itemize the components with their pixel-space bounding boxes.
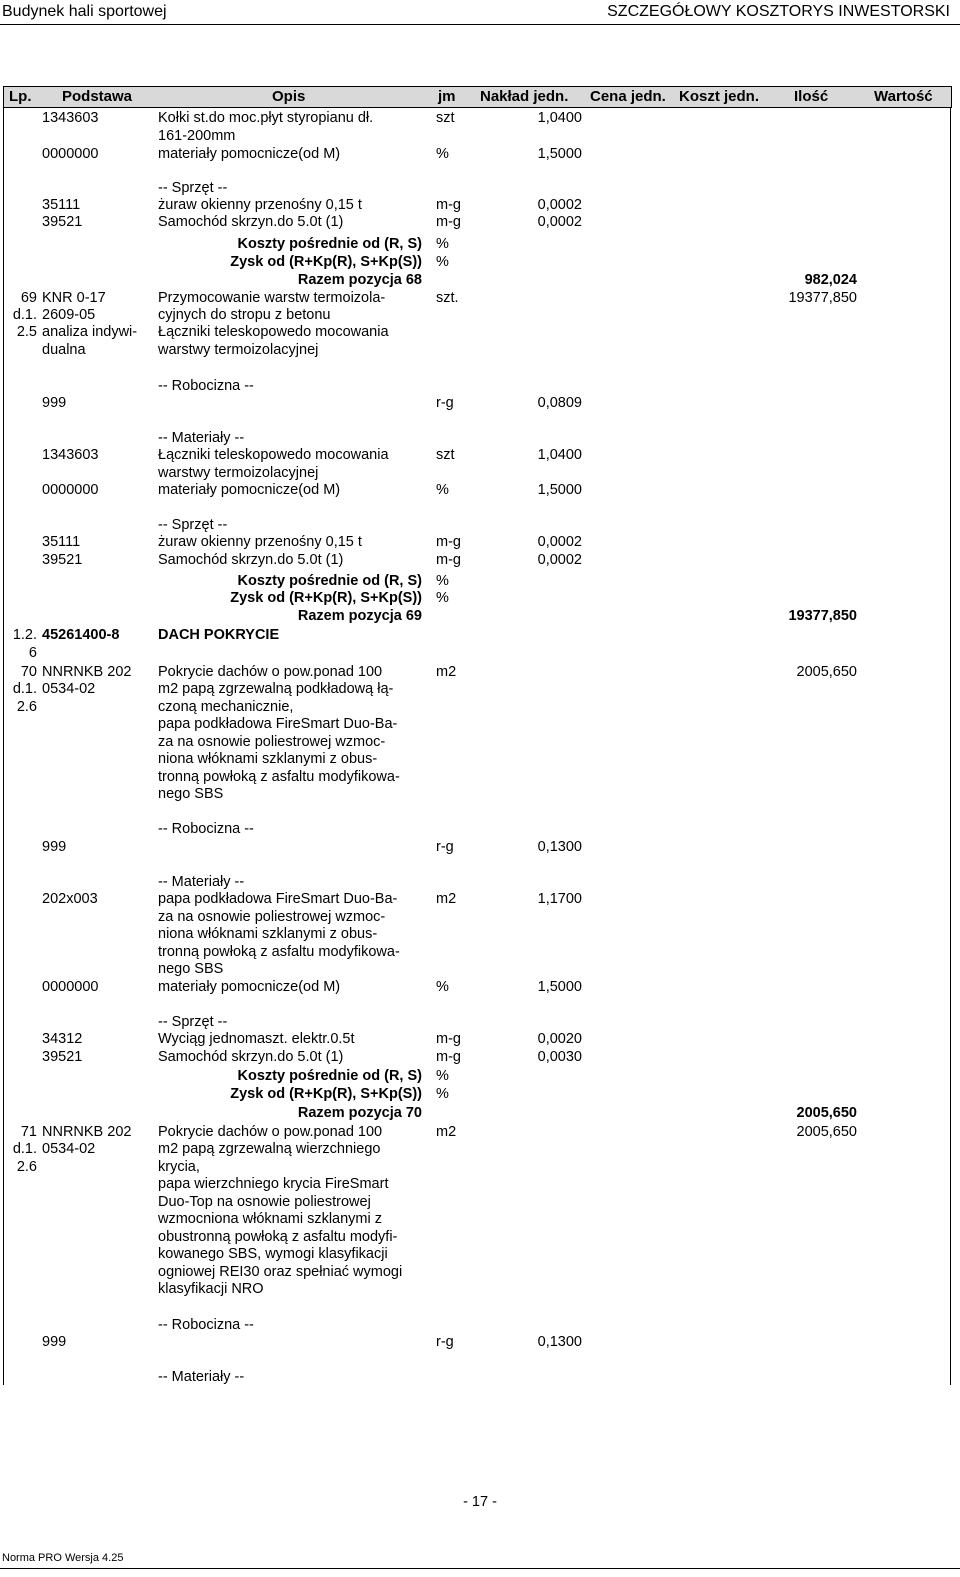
- col-ilosc: Ilość: [794, 88, 829, 105]
- row-unit: %: [436, 573, 449, 589]
- row-code: 0534-02: [42, 681, 96, 697]
- row-value: 2005,650: [796, 1124, 857, 1140]
- row-description: -- Robocizna --: [158, 378, 254, 394]
- row-line-number: d.1.: [12, 307, 37, 323]
- row-cost-label: Koszty pośrednie od (R, S): [237, 236, 422, 252]
- row-unit: %: [436, 1068, 449, 1084]
- row-code: 0000000: [42, 146, 99, 162]
- row-norm: 0,0809: [537, 395, 582, 411]
- row-code: 999: [42, 839, 67, 855]
- row-line-number: 70: [20, 664, 37, 680]
- row-code: 34312: [42, 1031, 83, 1047]
- footer-rule: [0, 1568, 960, 1569]
- row-description: materiały pomocnicze(od M): [158, 482, 341, 498]
- row-description: klasyfikacji NRO: [158, 1281, 264, 1297]
- row-description: Kołki st.do moc.płyt styropianu dł.: [158, 110, 374, 126]
- row-line-number: 1.2.: [12, 627, 37, 643]
- row-code: dualna: [42, 342, 86, 358]
- row-code: 39521: [42, 214, 83, 230]
- row-code: 999: [42, 395, 67, 411]
- row-value: 2005,650: [796, 664, 857, 680]
- row-norm: 0,0002: [537, 552, 582, 568]
- row-value: 19377,850: [788, 608, 857, 624]
- row-description: za na osnowie poliestrowej wzmoc-: [158, 909, 386, 925]
- row-description: DACH POKRYCIE: [158, 627, 280, 643]
- row-line-number: 69: [20, 290, 37, 306]
- row-description: warstwy termoizolacyjnej: [158, 342, 319, 358]
- row-description: Pokrycie dachów o pow.ponad 100: [158, 1124, 383, 1140]
- row-unit: szt.: [436, 290, 459, 306]
- row-value: 982,024: [804, 272, 857, 288]
- row-description: -- Materiały --: [158, 1369, 245, 1385]
- row-norm: 1,5000: [537, 482, 582, 498]
- row-description: tronną powłoką z asfaltu modyfikowa-: [158, 769, 400, 785]
- row-description: -- Materiały --: [158, 430, 245, 446]
- row-description: nego SBS: [158, 786, 224, 802]
- row-line-number: 2.5: [16, 324, 37, 340]
- row-line-number: 2.6: [16, 699, 37, 715]
- row-norm: 0,1300: [537, 1334, 582, 1350]
- row-unit: szt: [436, 110, 455, 126]
- row-description: Samochód skrzyn.do 5.0t (1): [158, 552, 344, 568]
- row-norm: 1,1700: [537, 891, 582, 907]
- row-norm: 1,5000: [537, 979, 582, 995]
- row-description: Samochód skrzyn.do 5.0t (1): [158, 1049, 344, 1065]
- row-unit: m-g: [436, 1049, 461, 1065]
- row-line-number: 2.6: [16, 1159, 37, 1175]
- col-wartosc: Wartość: [874, 88, 933, 105]
- col-podstawa: Podstawa: [62, 88, 133, 105]
- row-description: Łączniki teleskopowedo mocowania: [158, 447, 389, 463]
- row-description: Samochód skrzyn.do 5.0t (1): [158, 214, 344, 230]
- row-line-number: 6: [28, 645, 37, 661]
- row-description: Przymocowanie warstw termoizola-: [158, 290, 386, 306]
- row-description: żuraw okienny przenośny 0,15 t: [158, 534, 362, 550]
- row-code: 39521: [42, 1049, 83, 1065]
- row-unit: m2: [436, 1124, 457, 1140]
- row-cost-label: Zysk od (R+Kp(R), S+Kp(S)): [230, 1086, 422, 1102]
- row-norm: 0,0002: [537, 197, 582, 213]
- row-norm: 0,0002: [537, 214, 582, 230]
- row-description: m2 papą zgrzewalną wierzchniego: [158, 1141, 381, 1157]
- row-unit: m-g: [436, 552, 461, 568]
- col-opis: Opis: [272, 88, 306, 105]
- row-line-number: d.1.: [12, 681, 37, 697]
- document-title: Budynek hali sportowej: [2, 3, 167, 20]
- row-description: materiały pomocnicze(od M): [158, 979, 341, 995]
- row-unit: m2: [436, 664, 457, 680]
- row-description: ogniowej REI30 oraz spełniać wymogi: [158, 1264, 403, 1280]
- row-description: Łączniki teleskopowedo mocowania: [158, 324, 389, 340]
- row-unit: %: [436, 1086, 449, 1102]
- row-unit: r-g: [436, 1334, 454, 1350]
- row-description: warstwy termoizolacyjnej: [158, 465, 319, 481]
- row-description: papa wierzchniego krycia FireSmart: [158, 1176, 389, 1192]
- row-description: -- Materiały --: [158, 874, 245, 890]
- row-cost-label: Koszty pośrednie od (R, S): [237, 1068, 422, 1084]
- row-description: niona włóknami szklanymi z obus-: [158, 751, 378, 767]
- row-unit: %: [436, 482, 449, 498]
- row-code: analiza indywi-: [42, 324, 138, 340]
- row-code: 202x003: [42, 891, 98, 907]
- row-cost-label: Zysk od (R+Kp(R), S+Kp(S)): [230, 254, 422, 270]
- row-description: materiały pomocnicze(od M): [158, 146, 341, 162]
- row-description: żuraw okienny przenośny 0,15 t: [158, 197, 362, 213]
- row-description: nego SBS: [158, 961, 224, 977]
- row-cost-label: Zysk od (R+Kp(R), S+Kp(S)): [230, 590, 422, 606]
- row-description: czoną mechanicznie,: [158, 699, 294, 715]
- row-description: -- Sprzęt --: [158, 1014, 228, 1030]
- row-code: 1343603: [42, 110, 99, 126]
- row-description: obustronną powłoką z asfaltu modyfi-: [158, 1229, 398, 1245]
- col-cena: Cena jedn.: [590, 88, 666, 105]
- header-rule: [0, 24, 960, 25]
- row-description: Pokrycie dachów o pow.ponad 100: [158, 664, 383, 680]
- row-code: 35111: [42, 197, 81, 213]
- row-description: niona włóknami szklanymi z obus-: [158, 926, 378, 942]
- row-unit: %: [436, 146, 449, 162]
- row-line-number: d.1.: [12, 1141, 37, 1157]
- row-unit: m-g: [436, 1031, 461, 1047]
- row-code: NNRNKB 202: [42, 1124, 132, 1140]
- col-koszt: Koszt jedn.: [679, 88, 760, 105]
- row-description: -- Robocizna --: [158, 821, 254, 837]
- row-description: cyjnych do stropu z betonu: [158, 307, 331, 323]
- row-description: za na osnowie poliestrowej wzmoc-: [158, 734, 386, 750]
- row-description: m2 papą zgrzewalną podkładową łą-: [158, 681, 394, 697]
- row-code: 0534-02: [42, 1141, 96, 1157]
- row-unit: m-g: [436, 197, 461, 213]
- row-cost-label: Razem pozycja 68: [297, 272, 422, 288]
- row-unit: r-g: [436, 839, 454, 855]
- row-unit: szt: [436, 447, 455, 463]
- row-cost-label: Razem pozycja 69: [297, 608, 422, 624]
- col-naklad: Nakład jedn.: [480, 88, 569, 105]
- row-norm: 1,5000: [537, 146, 582, 162]
- row-description: papa podkładowa FireSmart Duo-Ba-: [158, 716, 398, 732]
- row-description: wzmocniona włóknami szklanymi z: [158, 1211, 383, 1227]
- row-code: 0000000: [42, 482, 99, 498]
- row-code: 39521: [42, 552, 83, 568]
- row-unit: %: [436, 236, 449, 252]
- row-unit: %: [436, 590, 449, 606]
- report-type-title: SZCZEGÓŁOWY KOSZTORYS INWESTORSKI: [607, 3, 950, 20]
- table-border-right: [950, 107, 951, 1385]
- row-value: 2005,650: [796, 1105, 857, 1121]
- row-code: 999: [42, 1334, 67, 1350]
- row-unit: m-g: [436, 214, 461, 230]
- row-code: 2609-05: [42, 307, 96, 323]
- row-description: kowanego SBS, wymogi klasyfikacji: [158, 1246, 388, 1262]
- row-code: 0000000: [42, 979, 99, 995]
- row-cost-label: Koszty pośrednie od (R, S): [237, 573, 422, 589]
- row-code: KNR 0-17: [42, 290, 106, 306]
- row-cost-label: Razem pozycja 70: [297, 1105, 422, 1121]
- row-description: -- Robocizna --: [158, 1317, 254, 1333]
- row-description: krycia,: [158, 1159, 200, 1175]
- row-line-number: 71: [20, 1124, 37, 1140]
- row-norm: 0,0020: [537, 1031, 582, 1047]
- row-unit: %: [436, 979, 449, 995]
- row-norm: 0,0002: [537, 534, 582, 550]
- row-norm: 1,0400: [537, 110, 582, 126]
- row-description: 161-200mm: [158, 128, 236, 144]
- row-description: tronną powłoką z asfaltu modyfikowa-: [158, 944, 400, 960]
- row-unit: m-g: [436, 534, 461, 550]
- row-code: 35111: [42, 534, 81, 550]
- table-header: [3, 86, 952, 108]
- col-jm: jm: [438, 88, 456, 105]
- row-code: NNRNKB 202: [42, 664, 132, 680]
- row-description: -- Sprzęt --: [158, 180, 228, 196]
- row-unit: m2: [436, 891, 457, 907]
- row-unit: %: [436, 254, 449, 270]
- row-norm: 0,1300: [537, 839, 582, 855]
- row-code: 1343603: [42, 447, 99, 463]
- row-description: Wyciąg jednomaszt. elektr.0.5t: [158, 1031, 355, 1047]
- row-norm: 1,0400: [537, 447, 582, 463]
- table-border-left: [3, 107, 4, 1385]
- row-description: papa podkładowa FireSmart Duo-Ba-: [158, 891, 398, 907]
- row-unit: r-g: [436, 395, 454, 411]
- row-value: 19377,850: [788, 290, 857, 306]
- row-description: -- Sprzęt --: [158, 517, 228, 533]
- row-description: Duo-Top na osnowie poliestrowej: [158, 1194, 371, 1210]
- row-code: 45261400-8: [42, 627, 120, 643]
- page-number: - 17 -: [463, 1494, 497, 1510]
- col-lp: Lp.: [9, 88, 32, 105]
- row-norm: 0,0030: [537, 1049, 582, 1065]
- software-version: Norma PRO Wersja 4.25: [2, 1552, 124, 1564]
